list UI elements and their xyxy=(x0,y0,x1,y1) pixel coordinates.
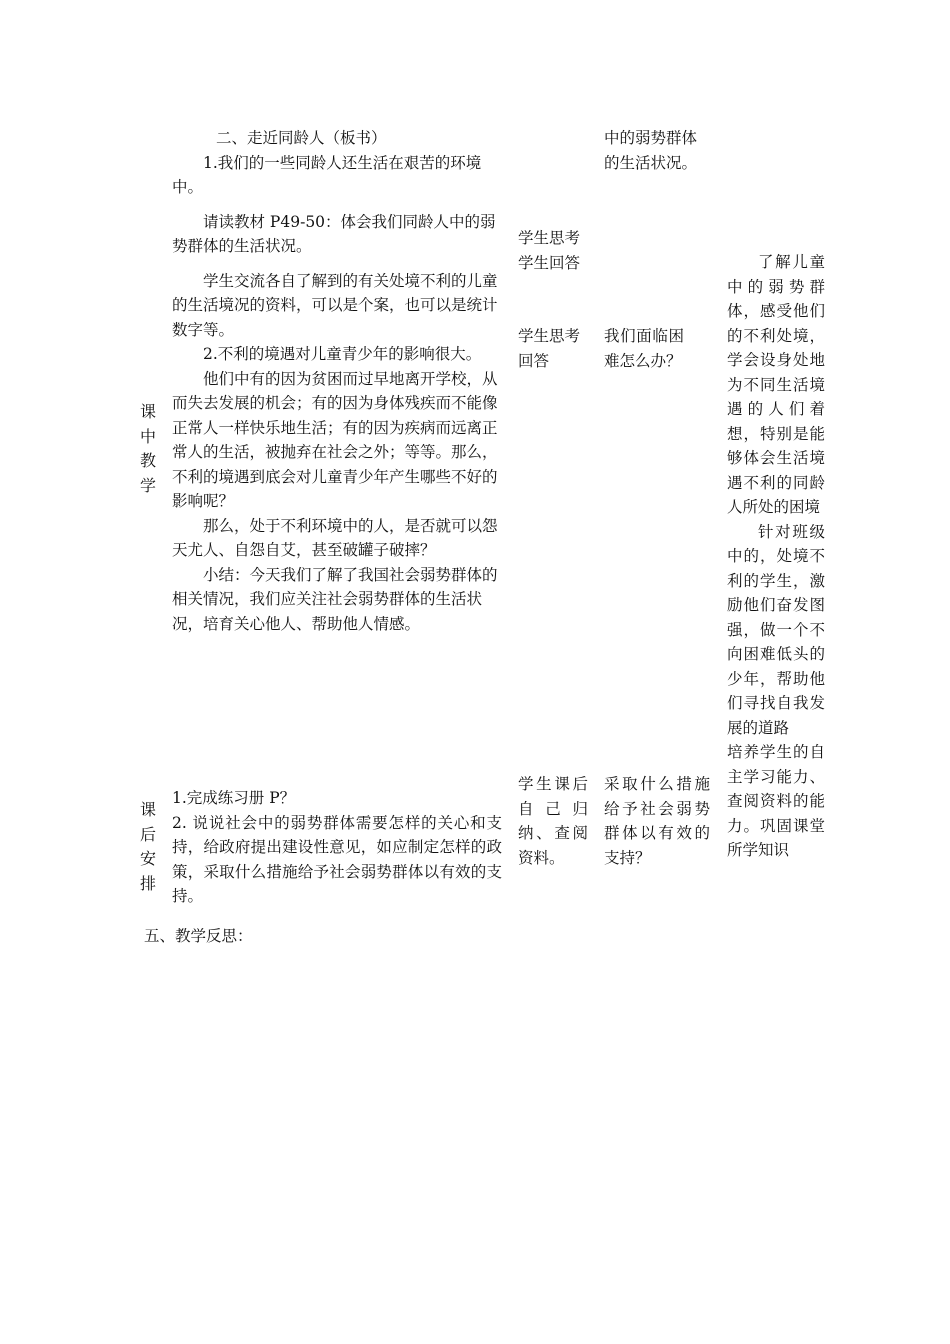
homework-item-2: 2. 说说社会中的弱势群体需要怎样的关心和支持，给政府提出建设性意见，如应制定怎样的政策，采取什么措施给予社会弱势群体以有效的支持。 xyxy=(172,813,502,905)
influence-paragraph: 他们中有的因为贫困而过早地离开学校，从而失去发展的机会；有的因为身体残疾而不能像正常人一样快乐地生活；有的因为疾病而远离正常人的生活，被抛弃在社会之外；等等。那么，不利的境遇到底会对儿童青少年产生哪些不好的影响呢？ xyxy=(172,369,498,510)
section-label-in-class: 课 中 教 学 xyxy=(139,402,156,495)
design-top-text: 中的弱势群体的生活状况。 xyxy=(604,129,698,172)
reflection-question: 那么，处于不利环境中的人，是否就可以怨天尤人、自怨自艾，甚至破罐子破摔？ xyxy=(172,516,498,559)
homework-item-1: 1.完成练习册 P？ xyxy=(172,789,296,807)
student-activity-after-class: 学生课后自己归纳、查阅资料。 xyxy=(518,775,588,867)
point-1: 1.我们的一些同龄人还生活在艰苦的环境中。 xyxy=(172,153,482,196)
intent-column xyxy=(727,250,825,863)
student-activity-think-answer-2: 学生思考回答 xyxy=(518,327,581,370)
main-content-column xyxy=(172,126,502,636)
read-textbook-instruction: 请读教材 P49-50：体会我们同龄人中的弱势群体的生活状况。 xyxy=(172,212,496,255)
student-exchange-text: 学生交流各自了解到的有关处境不利的儿童的生活境况的资料，可以是个案，也可以是统计数字等。 xyxy=(172,271,498,339)
intent-paragraph-1: 了解儿童中的弱势群体，感受他们的不利处境，学会设身处地为不同生活境遇的人们着想，特别是能够体会生活境遇不利的同龄人所处的困境 xyxy=(727,253,825,516)
section-heading: 二、走近同龄人（板书） xyxy=(216,129,387,147)
point-2: 2.不利的境遇对儿童青少年的影响很大。 xyxy=(203,345,482,363)
design-question-support: 采取什么措施给予社会弱势群体以有效的支持？ xyxy=(604,775,710,867)
lesson-summary: 小结：今天我们了解了我国社会弱势群体的相关情况，我们应关注社会弱势群体的生活状况，培育关心他人、帮助他人情感。 xyxy=(172,565,498,633)
intent-paragraph-3: 培养学生的自主学习能力、查阅资料的能力。巩固课堂所学知识 xyxy=(727,743,825,859)
student-activity-think-answer-1: 学生思考学生回答 xyxy=(518,229,581,272)
section-label-after-class: 课 后 安 排 xyxy=(139,800,156,893)
homework-block xyxy=(172,786,502,909)
intent-paragraph-2: 针对班级中的，处境不利的学生，激励他们奋发图强，做一个不向困难低头的少年，帮助他们寻找自我发展的道路 xyxy=(727,522,825,737)
teaching-reflection-heading: 五、教学反思： xyxy=(144,927,253,945)
design-question-difficulty: 我们面临困难怎么办？ xyxy=(604,327,684,370)
